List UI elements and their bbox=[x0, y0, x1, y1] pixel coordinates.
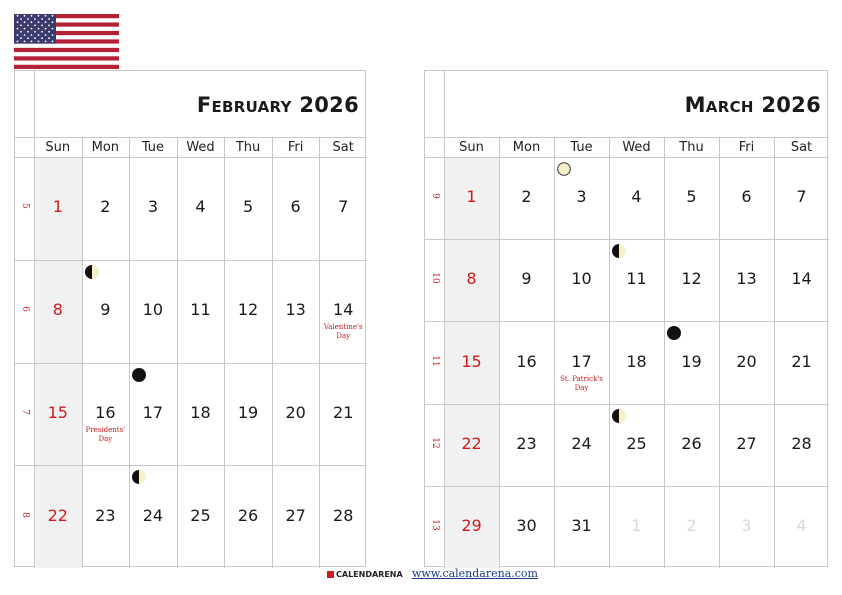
flag-star bbox=[45, 15, 47, 17]
day-cell[interactable]: 1 bbox=[52, 197, 63, 217]
day-cell[interactable]: 20 bbox=[285, 402, 306, 422]
flag-star bbox=[52, 28, 54, 30]
day-cell[interactable]: 31 bbox=[571, 515, 592, 535]
moon-icon bbox=[132, 368, 146, 382]
flag-star bbox=[41, 25, 43, 27]
day-cell[interactable]: 22 bbox=[47, 505, 68, 525]
week-number: 9 bbox=[430, 193, 440, 199]
day-cell[interactable]: 19 bbox=[237, 402, 259, 422]
weekday-label: Fri bbox=[738, 140, 755, 155]
day-cell[interactable]: 9 bbox=[100, 300, 111, 320]
flag-star bbox=[20, 31, 22, 33]
week-number: 7 bbox=[20, 409, 30, 415]
weekday-label: Thu bbox=[235, 140, 261, 155]
moon-icon bbox=[612, 244, 626, 258]
holiday-label: Valentine's Day bbox=[323, 323, 363, 341]
day-cell[interactable]: 9 bbox=[521, 269, 532, 289]
day-cell[interactable]: 10 bbox=[142, 300, 164, 320]
day-cell[interactable]: 4 bbox=[195, 197, 206, 217]
flag-star bbox=[38, 21, 40, 23]
march-calendar bbox=[424, 70, 828, 567]
weekday-label: Thu bbox=[679, 140, 704, 155]
flag-star bbox=[34, 18, 36, 20]
flag-star bbox=[34, 31, 36, 33]
flag-star bbox=[27, 31, 29, 33]
week-row-divider bbox=[425, 239, 829, 240]
weekday-label: Tue bbox=[141, 140, 165, 155]
day-cell[interactable]: 2 bbox=[686, 515, 697, 535]
week-row-divider bbox=[15, 465, 367, 466]
weekday-label: Mon bbox=[512, 140, 541, 155]
day-cell[interactable]: 18 bbox=[190, 402, 211, 422]
week-row-divider bbox=[15, 260, 367, 261]
day-cell[interactable]: 21 bbox=[333, 402, 354, 422]
flag-star bbox=[17, 34, 19, 36]
flag-star bbox=[48, 31, 50, 33]
weekday-label: Wed bbox=[186, 140, 215, 155]
day-cell[interactable]: 13 bbox=[736, 269, 757, 289]
weekday-label: Sun bbox=[459, 140, 484, 155]
weekday-label: Fri bbox=[287, 140, 304, 155]
day-cell[interactable]: 27 bbox=[736, 433, 757, 453]
day-cell[interactable]: 3 bbox=[147, 197, 159, 217]
weekday-divider bbox=[425, 157, 829, 158]
day-cell[interactable]: 25 bbox=[626, 433, 647, 453]
us-flag-icon bbox=[14, 14, 119, 69]
day-cell[interactable]: 11 bbox=[626, 269, 647, 289]
day-cell[interactable]: 1 bbox=[466, 187, 477, 207]
day-cell[interactable]: 26 bbox=[237, 505, 259, 525]
weekday-label: Sat bbox=[332, 140, 354, 155]
flag-star bbox=[24, 41, 26, 43]
holiday-label: Presidents' Day bbox=[85, 425, 126, 443]
day-cell[interactable]: 13 bbox=[285, 300, 306, 320]
weekday-divider bbox=[15, 157, 367, 158]
day-cell[interactable]: 6 bbox=[741, 187, 752, 207]
flag-star bbox=[45, 21, 47, 23]
day-cell[interactable]: 23 bbox=[95, 505, 116, 525]
brand-name: CALENDARENA bbox=[336, 570, 403, 579]
flag-star bbox=[48, 18, 50, 20]
week-number: 13 bbox=[430, 519, 440, 531]
weekday-label: Sun bbox=[45, 140, 71, 155]
flag-star bbox=[52, 21, 54, 23]
moon-phase-full-icon bbox=[132, 367, 146, 381]
week-row-divider bbox=[425, 321, 829, 322]
flag-star bbox=[45, 28, 47, 30]
header-divider bbox=[15, 137, 367, 138]
flag-star bbox=[20, 37, 22, 39]
flag-star bbox=[17, 41, 19, 43]
day-cell[interactable]: 8 bbox=[466, 269, 477, 289]
flag-star bbox=[41, 31, 43, 33]
flag-star bbox=[17, 21, 19, 23]
flag-star bbox=[17, 28, 19, 30]
week-number: 8 bbox=[20, 511, 30, 518]
weekday-label: Tue bbox=[570, 140, 593, 155]
flag-star bbox=[20, 25, 22, 27]
day-cell[interactable]: 1 bbox=[631, 515, 642, 535]
moon-phase-new-light-icon bbox=[557, 161, 571, 175]
flag-star bbox=[24, 34, 26, 36]
day-cell[interactable]: 3 bbox=[741, 515, 752, 535]
day-cell[interactable]: 12 bbox=[681, 269, 702, 289]
day-cell[interactable]: 11 bbox=[190, 300, 211, 320]
day-cell[interactable]: 7 bbox=[796, 187, 807, 207]
day-cell[interactable]: 21 bbox=[791, 351, 812, 371]
moon-icon bbox=[557, 162, 571, 176]
flag-star bbox=[41, 18, 43, 20]
week-number: 6 bbox=[20, 306, 30, 312]
day-cell[interactable]: 23 bbox=[516, 433, 537, 453]
day-cell[interactable]: 28 bbox=[791, 433, 812, 453]
day-cell[interactable]: 17 bbox=[142, 402, 164, 422]
flag-star bbox=[31, 21, 33, 23]
flag-star bbox=[17, 15, 19, 17]
moon-phase-last-quarter-icon bbox=[132, 469, 146, 483]
moon-phase-full-icon bbox=[667, 325, 681, 339]
day-cell[interactable]: 12 bbox=[237, 300, 259, 320]
flag-star bbox=[45, 34, 47, 36]
day-cell[interactable]: 26 bbox=[681, 433, 702, 453]
week-number: 5 bbox=[20, 203, 30, 210]
flag-star bbox=[27, 25, 29, 27]
day-cell[interactable]: 4 bbox=[631, 187, 642, 207]
day-cell[interactable]: 24 bbox=[142, 505, 164, 525]
week-row-divider bbox=[15, 363, 367, 364]
flag-star bbox=[38, 41, 40, 43]
header-divider bbox=[425, 137, 829, 138]
month-title: March 2026 bbox=[684, 93, 821, 117]
day-cell[interactable]: 16 bbox=[516, 351, 537, 371]
moon-phase-first-quarter-icon bbox=[612, 243, 626, 257]
footer-link[interactable]: www.calendarena.com bbox=[412, 567, 538, 580]
moon-phase-first-quarter-icon bbox=[85, 264, 99, 278]
flag-star bbox=[48, 37, 50, 39]
day-cell[interactable]: 5 bbox=[242, 197, 254, 217]
day-cell[interactable]: 6 bbox=[290, 197, 301, 217]
flag-star bbox=[52, 34, 54, 36]
flag-star bbox=[31, 41, 33, 43]
day-cell[interactable]: 18 bbox=[626, 351, 647, 371]
day-cell[interactable]: 2 bbox=[100, 197, 111, 217]
flag-star bbox=[31, 15, 33, 17]
week-number: 10 bbox=[430, 272, 440, 285]
flag-star bbox=[34, 25, 36, 27]
flag-star bbox=[31, 28, 33, 30]
flag-star bbox=[52, 41, 54, 43]
flag-star bbox=[38, 15, 40, 17]
day-cell[interactable]: 14 bbox=[791, 269, 812, 289]
day-cell[interactable]: 8 bbox=[52, 300, 63, 320]
moon-icon bbox=[612, 409, 626, 423]
flag-star bbox=[20, 18, 22, 20]
day-cell[interactable]: 5 bbox=[686, 187, 697, 207]
flag-star bbox=[41, 37, 43, 39]
day-cell[interactable]: 3 bbox=[576, 187, 587, 207]
february-calendar bbox=[14, 70, 366, 567]
weekday-label: Sat bbox=[790, 140, 813, 155]
day-cell[interactable]: 14 bbox=[333, 300, 354, 320]
flag-star bbox=[45, 41, 47, 43]
moon-icon bbox=[132, 470, 146, 484]
flag-star bbox=[24, 21, 26, 23]
flag-star bbox=[24, 28, 26, 30]
day-cell[interactable]: 27 bbox=[285, 505, 306, 525]
holiday-label: St. Patrick's Day bbox=[560, 374, 603, 392]
day-cell[interactable]: 24 bbox=[571, 433, 592, 453]
flag-star bbox=[24, 15, 26, 17]
day-cell[interactable]: 10 bbox=[571, 269, 592, 289]
day-cell[interactable]: 22 bbox=[461, 433, 482, 453]
flag-star bbox=[34, 37, 36, 39]
flag-star bbox=[27, 18, 29, 20]
weekday-label: Wed bbox=[622, 140, 651, 155]
flag-star bbox=[31, 34, 33, 36]
day-cell[interactable]: 20 bbox=[736, 351, 757, 371]
flag-star bbox=[27, 37, 29, 39]
week-row-divider bbox=[425, 404, 829, 405]
calendar-logo-icon bbox=[327, 571, 334, 578]
brand-logo bbox=[327, 570, 403, 579]
flag-star bbox=[52, 15, 54, 17]
day-cell[interactable]: 29 bbox=[461, 515, 482, 535]
day-cell[interactable]: 16 bbox=[95, 402, 116, 422]
moon-phase-last-quarter-icon bbox=[612, 408, 626, 422]
day-cell[interactable]: 17 bbox=[571, 351, 592, 371]
moon-icon bbox=[85, 265, 99, 279]
day-cell[interactable]: 15 bbox=[461, 351, 482, 371]
day-cell[interactable]: 30 bbox=[516, 515, 537, 535]
week-row-divider bbox=[425, 486, 829, 487]
moon-icon bbox=[667, 326, 681, 340]
day-cell[interactable]: 4 bbox=[796, 515, 807, 535]
day-cell[interactable]: 2 bbox=[521, 187, 532, 207]
flag-star bbox=[38, 34, 40, 36]
week-number: 11 bbox=[430, 354, 440, 367]
day-cell[interactable]: 7 bbox=[338, 197, 349, 217]
week-number: 12 bbox=[430, 436, 440, 449]
month-title: February 2026 bbox=[196, 93, 359, 117]
flag-star bbox=[38, 28, 40, 30]
flag-star bbox=[48, 25, 50, 27]
weekday-label: Mon bbox=[91, 140, 120, 155]
day-cell[interactable]: 28 bbox=[333, 505, 354, 525]
day-cell[interactable]: 25 bbox=[190, 505, 211, 525]
day-cell[interactable]: 15 bbox=[47, 402, 68, 422]
day-cell[interactable]: 19 bbox=[681, 351, 702, 371]
